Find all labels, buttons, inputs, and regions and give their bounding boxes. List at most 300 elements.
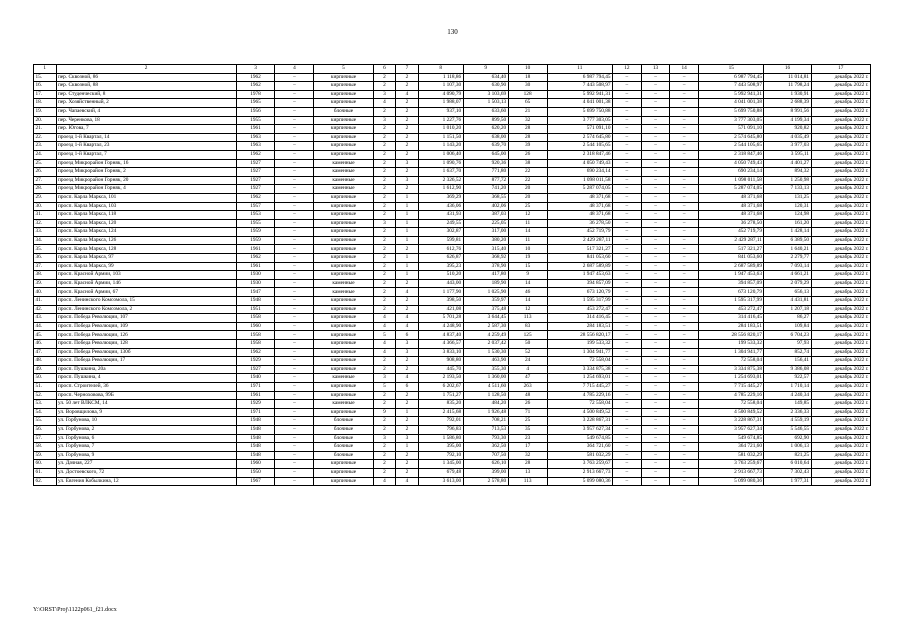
table-cell: 4 xyxy=(396,314,419,323)
table-cell: 2 xyxy=(373,271,396,280)
table-cell: – xyxy=(275,408,314,417)
table-cell: 920,82 xyxy=(764,125,811,134)
table-cell: просп. Карла Маркса, 99 xyxy=(56,262,236,271)
table-cell: 4 785 229,16 xyxy=(547,391,612,400)
table-cell: 1927 xyxy=(236,365,275,374)
table-cell: 2 xyxy=(396,168,419,177)
table-cell: декабрь 2022 г. xyxy=(811,262,870,271)
table-cell: 124,98 xyxy=(764,211,811,220)
table-cell: 656,13 xyxy=(764,288,811,297)
table-cell: 3 xyxy=(396,434,419,443)
table-cell: 1930 xyxy=(236,271,275,280)
table-cell: 2 xyxy=(396,82,419,91)
column-number-cell: 8 xyxy=(418,65,463,74)
table-cell: 97,93 xyxy=(764,340,811,349)
table-cell: 57. xyxy=(34,434,57,443)
table-cell: 4 xyxy=(373,322,396,331)
table-cell: 4 500 849,52 xyxy=(547,408,612,417)
table-cell: 60. xyxy=(34,460,57,469)
table-cell: 2 xyxy=(373,168,396,177)
table-cell: 364 721,60 xyxy=(698,443,763,452)
table-cell: декабрь 2022 г. xyxy=(811,73,870,82)
table-cell: – xyxy=(613,168,642,177)
table-cell: 937,10 xyxy=(418,107,463,116)
table-cell: – xyxy=(670,228,699,237)
table-cell: 453 272,47 xyxy=(698,305,763,314)
table-cell: 679,48 xyxy=(418,468,463,477)
table-cell: 922,57 xyxy=(764,374,811,383)
table-cell: декабрь 2022 г. xyxy=(811,150,870,159)
table-cell: – xyxy=(613,193,642,202)
table-cell: – xyxy=(613,82,642,91)
table-cell: 50 xyxy=(508,340,547,349)
table-row xyxy=(34,340,871,349)
table-cell: 1948 xyxy=(236,417,275,426)
table-cell: 1927 xyxy=(236,176,275,185)
table-cell: 375,48 xyxy=(463,305,508,314)
table-cell: – xyxy=(641,73,670,82)
table-cell: 249,55 xyxy=(418,219,463,228)
table-cell: 32. xyxy=(34,219,57,228)
table-cell: 26 xyxy=(508,150,547,159)
table-cell: – xyxy=(613,202,642,211)
table-cell: 1927 xyxy=(236,159,275,168)
table-cell: – xyxy=(613,417,642,426)
table-cell: 852,74 xyxy=(764,348,811,357)
table-cell: 2 xyxy=(373,150,396,159)
table-row xyxy=(34,477,871,486)
table-cell: – xyxy=(641,116,670,125)
table-cell: 2 xyxy=(396,460,419,469)
table-cell: 1 360,00 xyxy=(463,374,508,383)
column-number-cell: 10 xyxy=(508,65,547,74)
table-cell: кирпичные xyxy=(314,468,373,477)
column-number-cell: 5 xyxy=(314,65,373,74)
table-cell: 4 xyxy=(396,477,419,486)
table-cell: 364 721,60 xyxy=(547,443,612,452)
table-cell: 14 xyxy=(508,228,547,237)
table-cell: 1 177,90 xyxy=(418,288,463,297)
table-row xyxy=(34,408,871,417)
table-cell: 1962 xyxy=(236,254,275,263)
table-cell: 189,90 xyxy=(463,279,508,288)
table-cell: 421,08 xyxy=(418,305,463,314)
table-row xyxy=(34,382,871,391)
table-row xyxy=(34,211,871,220)
table-cell: кирпичные xyxy=(314,99,373,108)
table-cell: 2 xyxy=(373,159,396,168)
table-row xyxy=(34,185,871,194)
table-cell: декабрь 2022 г. xyxy=(811,400,870,409)
table-cell: 39. xyxy=(34,279,57,288)
table-cell: 2 xyxy=(373,202,396,211)
table-row xyxy=(34,236,871,245)
table-cell: каменные xyxy=(314,288,373,297)
table-cell: 443,00 xyxy=(418,279,463,288)
table-cell: 5 287 074,05 xyxy=(547,185,612,194)
table-cell: 36 278,50 xyxy=(547,219,612,228)
table-cell: – xyxy=(275,468,314,477)
table-cell: 899,50 xyxy=(463,116,508,125)
table-cell: 4 xyxy=(396,288,419,297)
table-body xyxy=(34,65,871,486)
table-row xyxy=(34,443,871,452)
table-cell: 2 xyxy=(396,99,419,108)
table-cell: просп. Карла Маркса, 101 xyxy=(56,193,236,202)
table-cell: 161,20 xyxy=(764,219,811,228)
table-cell: 31. xyxy=(34,211,57,220)
table-row xyxy=(34,305,871,314)
table-cell: – xyxy=(613,322,642,331)
table-cell: 368,92 xyxy=(463,254,508,263)
table-cell: – xyxy=(613,116,642,125)
table-cell: кирпичные xyxy=(314,133,373,142)
table-row xyxy=(34,245,871,254)
table-cell: – xyxy=(641,314,670,323)
table-cell: – xyxy=(641,340,670,349)
table-cell: 1948 xyxy=(236,451,275,460)
table-cell: 9 xyxy=(508,271,547,280)
table-cell: 4 050 749,43 xyxy=(547,159,612,168)
table-cell: 2 587,30 xyxy=(463,322,508,331)
table-cell: 2 xyxy=(373,193,396,202)
table-cell: пер. Югова, 7 xyxy=(56,125,236,134)
table-cell: 1927 xyxy=(236,168,275,177)
table-cell: 1963 xyxy=(236,142,275,151)
table-cell: – xyxy=(613,391,642,400)
table-cell: 398,50 xyxy=(418,297,463,306)
table-cell: 645,00 xyxy=(463,150,508,159)
table-cell: 56. xyxy=(34,425,57,434)
table-cell: 13 xyxy=(508,468,547,477)
table-cell: 36. xyxy=(34,254,57,263)
table-cell: – xyxy=(613,340,642,349)
table-cell: 62. xyxy=(34,477,57,486)
table-cell: 2 913 667,73 xyxy=(698,468,763,477)
table-cell: 3 xyxy=(373,90,396,99)
table-cell: 72 558,04 xyxy=(698,400,763,409)
table-cell: 1 977,31 xyxy=(764,477,811,486)
table-cell: 1 xyxy=(396,262,419,271)
table-cell: – xyxy=(670,417,699,426)
table-cell: – xyxy=(641,451,670,460)
table-cell: 2 xyxy=(373,391,396,400)
table-cell: 18 xyxy=(508,73,547,82)
table-cell: 1 098 011,58 xyxy=(547,176,612,185)
table-cell: декабрь 2022 г. xyxy=(811,116,870,125)
table-cell: 2 xyxy=(396,185,419,194)
column-number-row xyxy=(34,65,871,74)
table-row xyxy=(34,468,871,477)
table-cell: 571 091,10 xyxy=(547,125,612,134)
table-row xyxy=(34,331,871,340)
table-cell: 3 228 867,31 xyxy=(698,417,763,426)
table-cell: 6 202,67 xyxy=(418,382,463,391)
table-cell: 3 xyxy=(373,374,396,383)
table-cell: 4 xyxy=(373,348,396,357)
table-cell: – xyxy=(670,245,699,254)
table-cell: 2 913 667,73 xyxy=(547,468,612,477)
table-cell: 1 710,14 xyxy=(764,382,811,391)
table-cell: 1962 xyxy=(236,150,275,159)
table-cell: декабрь 2022 г. xyxy=(811,297,870,306)
table-cell: 4 500 849,52 xyxy=(698,408,763,417)
table-cell: декабрь 2022 г. xyxy=(811,168,870,177)
table-cell: 620,20 xyxy=(463,125,508,134)
table-cell: – xyxy=(670,107,699,116)
table-cell: 395,00 xyxy=(418,443,463,452)
table-cell: 1960 xyxy=(236,322,275,331)
table-cell: – xyxy=(613,271,642,280)
table-cell: декабрь 2022 г. xyxy=(811,288,870,297)
table-cell: 1 107,30 xyxy=(418,82,463,91)
table-row xyxy=(34,322,871,331)
table-cell: 5 992 941,31 xyxy=(698,90,763,99)
table-cell: – xyxy=(275,168,314,177)
table-cell: 1961 xyxy=(236,245,275,254)
table-cell: 1 254 693,01 xyxy=(698,374,763,383)
table-cell: 4 xyxy=(508,365,547,374)
table-cell: декабрь 2022 г. xyxy=(811,374,870,383)
table-row xyxy=(34,73,871,82)
table-cell: 2 xyxy=(396,305,419,314)
table-row xyxy=(34,150,871,159)
table-cell: 1 595 317,99 xyxy=(698,297,763,306)
table-cell: кирпичные xyxy=(314,202,373,211)
table-cell: 2 xyxy=(396,297,419,306)
table-cell: – xyxy=(613,451,642,460)
table-cell: 2 xyxy=(373,305,396,314)
table-cell: каменные xyxy=(314,159,373,168)
table-cell: декабрь 2022 г. xyxy=(811,82,870,91)
table-cell: – xyxy=(613,374,642,383)
table-cell: пер. Сквозной, 86 xyxy=(56,73,236,82)
table-cell: 37. xyxy=(34,262,57,271)
table-cell: 109,84 xyxy=(764,322,811,331)
table-cell: 1957 xyxy=(236,202,275,211)
table-cell: ул. Достоевского, 72 xyxy=(56,468,236,477)
table-cell: 3 833,10 xyxy=(418,348,463,357)
table-cell: – xyxy=(670,331,699,340)
table-cell: – xyxy=(275,322,314,331)
table-cell: 4 xyxy=(396,90,419,99)
table-cell: 792,10 xyxy=(418,451,463,460)
table-cell: – xyxy=(275,331,314,340)
table-cell: 2 xyxy=(396,468,419,477)
column-number-cell: 12 xyxy=(613,65,642,74)
table-row xyxy=(34,125,871,134)
table-cell: 2 xyxy=(396,365,419,374)
table-cell: 1 751,27 xyxy=(418,391,463,400)
table-cell: – xyxy=(641,408,670,417)
table-cell: – xyxy=(670,202,699,211)
table-cell: просп. Красной Армии, 103 xyxy=(56,271,236,280)
table-cell: декабрь 2022 г. xyxy=(811,142,870,151)
table-cell: – xyxy=(641,150,670,159)
table-cell: – xyxy=(275,314,314,323)
table-cell: – xyxy=(670,159,699,168)
table-cell: – xyxy=(275,82,314,91)
table-cell: ул. Горбунова, 7 xyxy=(56,443,236,452)
table-cell: – xyxy=(641,279,670,288)
table-cell: – xyxy=(670,365,699,374)
table-cell: 2 xyxy=(373,460,396,469)
table-cell: – xyxy=(641,468,670,477)
table-cell: 2 xyxy=(373,297,396,306)
table-row xyxy=(34,228,871,237)
table-cell: – xyxy=(670,400,699,409)
table-cell: 2 xyxy=(396,142,419,151)
table-cell: 2 336,33 xyxy=(764,408,811,417)
table-cell: – xyxy=(613,150,642,159)
table-cell: – xyxy=(275,477,314,486)
table-cell: 3 xyxy=(373,116,396,125)
table-cell: 36 278,50 xyxy=(698,219,763,228)
table-cell: – xyxy=(670,279,699,288)
table-row xyxy=(34,262,871,271)
table-cell: декабрь 2022 г. xyxy=(811,357,870,366)
table-cell: 6 987 794,45 xyxy=(698,73,763,82)
table-cell: блочные xyxy=(314,417,373,426)
table-cell: 369,29 xyxy=(418,193,463,202)
table-cell: 4 xyxy=(373,477,396,486)
table-cell: – xyxy=(275,116,314,125)
table-cell: – xyxy=(613,133,642,142)
table-cell: 1 006,13 xyxy=(764,443,811,452)
table-cell: 1971 xyxy=(236,382,275,391)
table-row xyxy=(34,168,871,177)
table-cell: 2 xyxy=(373,254,396,263)
table-cell: 11 xyxy=(508,219,547,228)
table-cell: 581 032,29 xyxy=(698,451,763,460)
table-cell: 4 xyxy=(373,340,396,349)
table-cell: 30. xyxy=(34,202,57,211)
table-cell: кирпичные xyxy=(314,365,373,374)
table-cell: 877,72 xyxy=(463,176,508,185)
table-cell: 394 857,09 xyxy=(698,279,763,288)
table-cell: 639,70 xyxy=(463,142,508,151)
table-cell: 4 199,34 xyxy=(764,116,811,125)
table-cell: кирпичные xyxy=(314,82,373,91)
table-cell: 4 xyxy=(396,374,419,383)
table-cell: – xyxy=(275,460,314,469)
table-row xyxy=(34,142,871,151)
table-row xyxy=(34,133,871,142)
table-cell: 436,06 xyxy=(418,202,463,211)
table-cell: 707,50 xyxy=(463,451,508,460)
table-cell: декабрь 2022 г. xyxy=(811,279,870,288)
table-cell: просп. Карла Маркса, 103 xyxy=(56,202,236,211)
table-cell: просп. Победа Революции, 126 xyxy=(56,331,236,340)
table-cell: 2 xyxy=(373,107,396,116)
table-cell: каменные xyxy=(314,185,373,194)
table-cell: – xyxy=(670,468,699,477)
table-cell: 1 926,48 xyxy=(463,408,508,417)
table-cell: 2 xyxy=(396,417,419,426)
table-cell: 1 612,90 xyxy=(418,185,463,194)
table-cell: 3 xyxy=(373,219,396,228)
table-cell: 1963 xyxy=(236,133,275,142)
table-cell: 9 386,08 xyxy=(764,365,811,374)
table-cell: 5 xyxy=(373,382,396,391)
table-cell: 4 661,21 xyxy=(764,271,811,280)
table-cell: 5 546,55 xyxy=(764,425,811,434)
table-cell: декабрь 2022 г. xyxy=(811,245,870,254)
table-cell: – xyxy=(641,417,670,426)
table-cell: 2 415,68 xyxy=(418,408,463,417)
table-cell: 1948 xyxy=(236,443,275,452)
table-row xyxy=(34,254,871,263)
table-cell: – xyxy=(670,305,699,314)
table-row xyxy=(34,297,871,306)
table-cell: 131,25 xyxy=(764,193,811,202)
table-cell: 417,80 xyxy=(463,271,508,280)
table-cell: 2 xyxy=(396,107,419,116)
table-cell: 3 xyxy=(396,340,419,349)
table-cell: 771,80 xyxy=(463,168,508,177)
table-cell: – xyxy=(613,382,642,391)
table-cell: 395,23 xyxy=(418,262,463,271)
table-cell: кирпичные xyxy=(314,116,373,125)
table-row xyxy=(34,159,871,168)
table-cell: 2 xyxy=(373,236,396,245)
table-cell: 16. xyxy=(34,82,57,91)
table-cell: 2 xyxy=(373,279,396,288)
table-cell: кирпичные xyxy=(314,382,373,391)
table-cell: 314 416,45 xyxy=(698,314,763,323)
table-cell: 1 930,91 xyxy=(764,90,811,99)
table-cell: 634,40 xyxy=(463,73,508,82)
table-cell: – xyxy=(275,297,314,306)
table-cell: – xyxy=(641,202,670,211)
table-cell: 4 041 001,38 xyxy=(547,99,612,108)
table-cell: – xyxy=(275,176,314,185)
table-cell: 841 053,60 xyxy=(698,254,763,263)
table-cell: декабрь 2022 г. xyxy=(811,434,870,443)
table-cell: 1 640,21 xyxy=(764,245,811,254)
table-cell: – xyxy=(641,211,670,220)
table-cell: декабрь 2022 г. xyxy=(811,202,870,211)
table-cell: 2 xyxy=(373,185,396,194)
table-cell: 1 595 317,99 xyxy=(547,297,612,306)
table-cell: – xyxy=(670,90,699,99)
table-cell: 1 090,76 xyxy=(418,159,463,168)
table-cell: 2 xyxy=(373,417,396,426)
table-cell: 2 429 287,11 xyxy=(547,236,612,245)
table-cell: 5 099 080,36 xyxy=(698,477,763,486)
table-cell: 2 xyxy=(373,262,396,271)
table-cell: 2 xyxy=(373,82,396,91)
table-cell: 4 xyxy=(373,314,396,323)
page-number: 130 xyxy=(447,28,458,36)
table-cell: 2 326,52 xyxy=(418,176,463,185)
table-cell: 2 687 589,89 xyxy=(698,262,763,271)
table-cell: 18. xyxy=(34,99,57,108)
table-cell: 713,53 xyxy=(463,425,508,434)
table-cell: 4 xyxy=(396,322,419,331)
table-cell: 510,20 xyxy=(418,271,463,280)
table-cell: 1948 xyxy=(236,425,275,434)
table-cell: – xyxy=(641,142,670,151)
table-cell: 1965 xyxy=(236,99,275,108)
table-cell: блочные xyxy=(314,107,373,116)
table-cell: – xyxy=(275,236,314,245)
table-cell: – xyxy=(275,219,314,228)
table-cell: 263 xyxy=(508,382,547,391)
table-cell: декабрь 2022 г. xyxy=(811,236,870,245)
table-cell: – xyxy=(670,193,699,202)
table-cell: декабрь 2022 г. xyxy=(811,477,870,486)
